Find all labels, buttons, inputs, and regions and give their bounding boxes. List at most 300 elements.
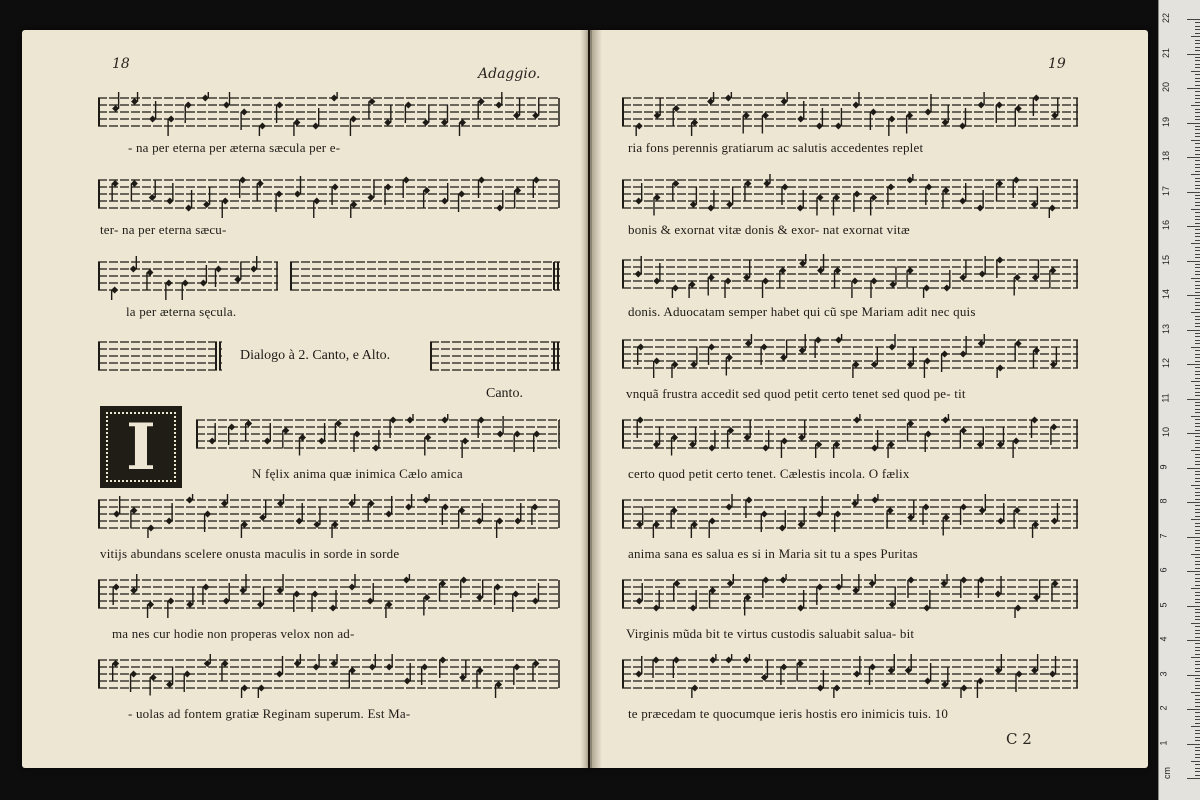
lyric-line: ma nes cur hodie non properas velox non ad- bbox=[112, 626, 355, 641]
ruler-number: 11 bbox=[1160, 392, 1171, 403]
ruler-tick bbox=[1195, 271, 1200, 272]
ruler-tick bbox=[1195, 609, 1200, 610]
note-glyph bbox=[743, 260, 750, 282]
ruler-tick bbox=[1195, 43, 1200, 44]
ruler-tick bbox=[1195, 147, 1200, 148]
signature-mark: C 2 bbox=[1006, 730, 1032, 748]
ruler-tick bbox=[1195, 126, 1200, 127]
note-glyph bbox=[1015, 340, 1022, 362]
ruler-tick bbox=[1191, 554, 1200, 555]
note-glyph bbox=[888, 441, 895, 458]
note-glyph bbox=[294, 654, 301, 667]
note-glyph bbox=[130, 507, 137, 529]
music-staff bbox=[622, 254, 1078, 298]
note-glyph bbox=[234, 262, 241, 284]
note-glyph bbox=[852, 92, 859, 109]
ruler-tick bbox=[1195, 574, 1200, 575]
note-glyph bbox=[691, 119, 698, 136]
ruler-number: 17 bbox=[1161, 185, 1172, 196]
note-glyph bbox=[250, 256, 257, 273]
note-glyph bbox=[780, 340, 787, 362]
ruler-tick bbox=[1195, 719, 1200, 720]
ruler-tick bbox=[1187, 537, 1200, 538]
note-glyph bbox=[763, 174, 770, 187]
ruler-tick bbox=[1187, 468, 1200, 469]
note-glyph bbox=[871, 347, 878, 369]
ruler-tick bbox=[1195, 626, 1200, 627]
note-glyph bbox=[995, 654, 1002, 674]
note-glyph bbox=[476, 580, 483, 602]
ruler-tick bbox=[1195, 409, 1200, 410]
ruler-tick bbox=[1195, 298, 1200, 299]
note-glyph bbox=[513, 98, 520, 120]
note-glyph bbox=[149, 180, 156, 202]
note-glyph bbox=[441, 105, 448, 127]
note-glyph bbox=[1015, 605, 1022, 619]
ruler-tick bbox=[1195, 771, 1200, 772]
ruler-tick bbox=[1195, 595, 1200, 596]
ruler-tick bbox=[1195, 33, 1200, 34]
music-staff bbox=[622, 574, 1078, 618]
note-glyph bbox=[726, 187, 733, 209]
ruler-tick bbox=[1195, 730, 1200, 731]
ruler-number: 6 bbox=[1158, 567, 1169, 573]
ruler-tick bbox=[1187, 778, 1200, 779]
note-glyph bbox=[147, 601, 154, 618]
note-glyph bbox=[130, 574, 137, 594]
ruler-tick bbox=[1195, 461, 1200, 462]
ruler-tick bbox=[1187, 19, 1200, 20]
lyric-line: vnquã frustra accedit sed quod petit certo tenet sed quod pe- tit bbox=[626, 386, 966, 401]
ruler-tick bbox=[1195, 185, 1200, 186]
ruler-tick bbox=[1195, 319, 1200, 320]
ruler-tick bbox=[1195, 302, 1200, 303]
ruler-tick bbox=[1195, 568, 1200, 569]
ruler-tick bbox=[1195, 716, 1200, 717]
ruler-tick bbox=[1195, 91, 1200, 92]
note-glyph bbox=[1031, 187, 1038, 209]
note-glyph bbox=[532, 660, 539, 682]
ruler-tick bbox=[1195, 267, 1200, 268]
note-glyph bbox=[1032, 521, 1039, 538]
note-glyph bbox=[202, 92, 209, 102]
note-glyph bbox=[907, 347, 914, 369]
note-glyph bbox=[313, 507, 320, 529]
empty-staff bbox=[290, 256, 560, 300]
ruler-tick bbox=[1195, 464, 1200, 465]
music-staff bbox=[98, 92, 560, 136]
lyric-line: donis. Aduocatam semper habet qui cũ spe Mariam adit nec quis bbox=[628, 304, 976, 319]
ruler-tick bbox=[1195, 57, 1200, 58]
note-glyph bbox=[1033, 347, 1040, 369]
ruler-tick bbox=[1195, 454, 1200, 455]
ruler-tick bbox=[1195, 547, 1200, 548]
ruler-tick bbox=[1195, 64, 1200, 65]
ruler-tick bbox=[1187, 192, 1200, 193]
note-glyph bbox=[727, 427, 734, 449]
note-glyph bbox=[348, 494, 355, 507]
note-glyph bbox=[385, 601, 392, 618]
ruler-tick bbox=[1195, 733, 1200, 734]
ruler-tick bbox=[1195, 229, 1200, 230]
note-glyph bbox=[439, 580, 446, 602]
ruler-number: 3 bbox=[1158, 670, 1169, 677]
ruler-tick bbox=[1195, 543, 1200, 544]
note-glyph bbox=[979, 494, 986, 514]
note-glyph bbox=[923, 285, 930, 299]
lyric-line: vitijs abundans scelere onusta maculis in sorde in sorde bbox=[100, 546, 400, 561]
note-glyph bbox=[478, 98, 485, 120]
ruler-tick bbox=[1195, 116, 1200, 117]
note-glyph bbox=[258, 685, 265, 699]
ruler-tick bbox=[1191, 416, 1200, 417]
note-glyph bbox=[350, 201, 357, 218]
note-glyph bbox=[405, 494, 412, 511]
note-glyph bbox=[779, 267, 786, 289]
ruler-tick bbox=[1195, 633, 1200, 634]
ruler-tick bbox=[1195, 602, 1200, 603]
note-glyph bbox=[689, 281, 696, 298]
ruler-tick bbox=[1187, 502, 1200, 503]
ruler-tick bbox=[1195, 247, 1200, 248]
ruler-tick bbox=[1187, 54, 1200, 55]
note-glyph bbox=[797, 660, 804, 682]
ruler-tick bbox=[1195, 129, 1200, 130]
ruler-tick bbox=[1195, 423, 1200, 424]
ruler-tick bbox=[1191, 657, 1200, 658]
left-page-number: 18 bbox=[112, 56, 130, 72]
note-glyph bbox=[384, 105, 391, 127]
ruler-tick bbox=[1195, 81, 1200, 82]
lyric-line: te præcedam te quocumque ieris hostis ero inimicis tuis. 10 bbox=[628, 706, 949, 721]
ruler-tick bbox=[1195, 378, 1200, 379]
ruler-unit: cm bbox=[1162, 767, 1172, 779]
note-glyph bbox=[707, 92, 714, 105]
ruler-tick bbox=[1195, 223, 1200, 224]
ruler-tick bbox=[1191, 726, 1200, 727]
ruler-number: 22 bbox=[1161, 12, 1172, 24]
ruler-tick bbox=[1195, 664, 1200, 665]
note-glyph bbox=[313, 654, 320, 671]
note-glyph bbox=[708, 274, 715, 296]
note-glyph bbox=[941, 667, 948, 689]
note-glyph bbox=[146, 269, 153, 291]
ruler-tick bbox=[1195, 109, 1200, 110]
ruler-tick bbox=[1195, 585, 1200, 586]
ruler-tick bbox=[1195, 195, 1200, 196]
ruler-tick bbox=[1195, 564, 1200, 565]
note-glyph bbox=[332, 521, 339, 538]
note-glyph bbox=[131, 180, 138, 202]
note-glyph bbox=[889, 267, 896, 289]
note-glyph bbox=[798, 507, 805, 529]
ruler-tick bbox=[1195, 643, 1200, 644]
note-glyph bbox=[349, 667, 356, 689]
ruler-tick bbox=[1195, 412, 1200, 413]
ruler-tick bbox=[1195, 395, 1200, 396]
ruler-tick bbox=[1195, 723, 1200, 724]
note-glyph bbox=[1014, 507, 1021, 529]
ruler-tick bbox=[1195, 599, 1200, 600]
section-heading: Dialogo à 2. Canto, e Alto. bbox=[240, 348, 391, 363]
ruler-tick bbox=[1195, 550, 1200, 551]
ruler-tick bbox=[1195, 419, 1200, 420]
ruler-tick bbox=[1191, 140, 1200, 141]
ruler-tick bbox=[1195, 202, 1200, 203]
note-glyph bbox=[150, 674, 157, 696]
note-glyph bbox=[907, 267, 914, 289]
ruler-tick bbox=[1195, 688, 1200, 689]
ruler-tick bbox=[1195, 133, 1200, 134]
note-glyph bbox=[871, 494, 878, 504]
ruler-tick bbox=[1187, 399, 1200, 400]
note-glyph bbox=[241, 521, 248, 538]
ruler-tick bbox=[1195, 323, 1200, 324]
music-staff bbox=[622, 92, 1078, 136]
ruler-tick bbox=[1195, 637, 1200, 638]
note-glyph bbox=[889, 334, 896, 351]
note-glyph bbox=[889, 587, 896, 609]
note-glyph bbox=[423, 494, 430, 504]
ruler-tick bbox=[1195, 747, 1200, 748]
ruler-tick bbox=[1195, 430, 1200, 431]
ruler-tick bbox=[1195, 509, 1200, 510]
tempo-marking: Adaggio. bbox=[478, 66, 541, 82]
note-glyph bbox=[870, 194, 877, 216]
note-glyph bbox=[424, 434, 431, 456]
note-glyph bbox=[130, 256, 137, 273]
note-glyph bbox=[997, 365, 1004, 379]
note-glyph bbox=[293, 119, 300, 136]
note-glyph bbox=[815, 441, 822, 458]
ruler-tick bbox=[1195, 102, 1200, 103]
note-glyph bbox=[653, 427, 660, 449]
ruler-tick bbox=[1195, 181, 1200, 182]
ruler-number: 1 bbox=[1158, 739, 1169, 746]
ruler-tick bbox=[1195, 29, 1200, 30]
note-glyph bbox=[514, 187, 521, 209]
music-staff bbox=[98, 494, 560, 538]
note-glyph bbox=[1015, 105, 1022, 127]
note-glyph bbox=[761, 660, 768, 682]
ruler-tick bbox=[1195, 505, 1200, 506]
ruler-tick bbox=[1195, 523, 1200, 524]
note-glyph bbox=[835, 334, 842, 344]
note-glyph bbox=[780, 574, 787, 584]
note-glyph bbox=[111, 287, 118, 301]
ruler-tick bbox=[1195, 98, 1200, 99]
note-glyph bbox=[299, 434, 306, 456]
ruler-tick bbox=[1187, 123, 1200, 124]
ruler-tick bbox=[1191, 243, 1200, 244]
ruler-tick bbox=[1195, 436, 1200, 437]
ruler-tick bbox=[1191, 450, 1200, 451]
ruler-tick bbox=[1195, 74, 1200, 75]
note-glyph bbox=[259, 123, 266, 137]
ruler-tick bbox=[1191, 761, 1200, 762]
note-glyph bbox=[476, 667, 483, 689]
ruler-tick bbox=[1195, 457, 1200, 458]
ruler-tick bbox=[1195, 254, 1200, 255]
note-glyph bbox=[943, 514, 950, 536]
ruler-tick bbox=[1195, 402, 1200, 403]
ruler-number: 4 bbox=[1158, 636, 1169, 642]
ruler-tick bbox=[1195, 630, 1200, 631]
ruler-tick bbox=[1195, 250, 1200, 251]
ruler-tick bbox=[1195, 309, 1200, 310]
note-glyph bbox=[691, 521, 698, 538]
note-glyph bbox=[888, 654, 895, 674]
note-glyph bbox=[960, 685, 967, 699]
ruler-number: 16 bbox=[1161, 219, 1172, 231]
note-glyph bbox=[423, 187, 430, 209]
voice-label: Canto. bbox=[486, 386, 523, 401]
measurement-ruler bbox=[1158, 0, 1200, 800]
ruler-tick bbox=[1195, 681, 1200, 682]
note-glyph bbox=[257, 180, 264, 202]
ruler-tick bbox=[1195, 285, 1200, 286]
ruler-tick bbox=[1195, 388, 1200, 389]
note-glyph bbox=[671, 507, 678, 529]
ruler-number: 9 bbox=[1158, 463, 1169, 470]
ruler-tick bbox=[1195, 336, 1200, 337]
note-glyph bbox=[495, 92, 502, 109]
note-glyph bbox=[833, 685, 840, 699]
ruler-tick bbox=[1195, 495, 1200, 496]
note-glyph bbox=[907, 500, 914, 522]
note-glyph bbox=[403, 574, 410, 584]
ruler-tick bbox=[1195, 236, 1200, 237]
note-glyph bbox=[147, 525, 154, 539]
note-glyph bbox=[223, 92, 230, 109]
note-glyph bbox=[905, 654, 912, 674]
ruler-tick bbox=[1195, 530, 1200, 531]
empty-staff bbox=[430, 336, 560, 380]
note-glyph bbox=[887, 507, 894, 529]
ruler-number: 21 bbox=[1161, 47, 1172, 58]
note-glyph bbox=[817, 254, 824, 274]
note-glyph bbox=[636, 507, 643, 529]
ruler-number: 8 bbox=[1158, 498, 1169, 504]
ruler-number: 20 bbox=[1161, 81, 1172, 93]
note-glyph bbox=[282, 427, 289, 449]
ruler-tick bbox=[1195, 343, 1200, 344]
ruler-tick bbox=[1195, 706, 1200, 707]
note-glyph bbox=[743, 654, 750, 664]
ruler-tick bbox=[1195, 764, 1200, 765]
note-glyph bbox=[762, 112, 769, 134]
ruler-tick bbox=[1187, 709, 1200, 710]
note-glyph bbox=[112, 180, 119, 202]
ruler-tick bbox=[1187, 157, 1200, 158]
note-glyph bbox=[673, 105, 680, 127]
ruler-tick bbox=[1195, 292, 1200, 293]
note-glyph bbox=[906, 112, 913, 134]
ruler-tick bbox=[1195, 188, 1200, 189]
note-glyph bbox=[672, 285, 679, 299]
ruler-tick bbox=[1195, 533, 1200, 534]
ruler-tick bbox=[1195, 198, 1200, 199]
ruler-tick bbox=[1195, 702, 1200, 703]
note-glyph bbox=[671, 434, 678, 456]
ruler-tick bbox=[1195, 47, 1200, 48]
note-glyph bbox=[368, 500, 375, 522]
note-glyph bbox=[221, 660, 228, 682]
note-glyph bbox=[673, 580, 680, 602]
ruler-number: 18 bbox=[1161, 150, 1172, 162]
lyric-line: - uolas ad fontem gratiæ Reginam superum. Est Ma- bbox=[128, 706, 411, 721]
note-glyph bbox=[112, 92, 119, 112]
note-glyph bbox=[996, 180, 1003, 202]
ruler-tick bbox=[1195, 695, 1200, 696]
ruler-tick bbox=[1195, 426, 1200, 427]
ruler-tick bbox=[1195, 540, 1200, 541]
ruler-tick bbox=[1195, 95, 1200, 96]
ruler-tick bbox=[1195, 264, 1200, 265]
note-glyph bbox=[853, 414, 860, 424]
ruler-tick bbox=[1195, 233, 1200, 234]
ruler-tick bbox=[1195, 150, 1200, 151]
note-glyph bbox=[942, 105, 949, 127]
ruler-tick bbox=[1195, 443, 1200, 444]
ruler-tick bbox=[1187, 330, 1200, 331]
ruler-tick bbox=[1195, 757, 1200, 758]
note-glyph bbox=[744, 420, 751, 442]
ruler-tick bbox=[1195, 340, 1200, 341]
note-glyph bbox=[798, 420, 805, 442]
note-glyph bbox=[978, 92, 985, 109]
ruler-tick bbox=[1191, 347, 1200, 348]
ruler-tick bbox=[1191, 588, 1200, 589]
ruler-tick bbox=[1191, 105, 1200, 106]
ruler-tick bbox=[1195, 22, 1200, 23]
ruler-tick bbox=[1195, 685, 1200, 686]
ruler-tick bbox=[1195, 488, 1200, 489]
note-glyph bbox=[241, 685, 248, 699]
note-glyph bbox=[691, 685, 698, 699]
ruler-tick bbox=[1195, 374, 1200, 375]
note-glyph bbox=[725, 494, 732, 511]
note-glyph bbox=[166, 667, 173, 689]
note-glyph bbox=[239, 574, 246, 594]
music-staff bbox=[196, 414, 560, 458]
ruler-tick bbox=[1195, 654, 1200, 655]
ruler-tick bbox=[1195, 578, 1200, 579]
note-glyph bbox=[672, 180, 679, 202]
note-glyph bbox=[441, 414, 448, 424]
note-glyph bbox=[834, 267, 841, 289]
note-glyph bbox=[1049, 267, 1056, 289]
note-glyph bbox=[725, 654, 732, 664]
ruler-tick bbox=[1195, 768, 1200, 769]
ruler-tick bbox=[1195, 616, 1200, 617]
ruler-tick bbox=[1195, 361, 1200, 362]
ruler-tick bbox=[1187, 226, 1200, 227]
ruler-tick bbox=[1195, 516, 1200, 517]
ruler-tick bbox=[1195, 471, 1200, 472]
ruler-tick bbox=[1195, 650, 1200, 651]
ruler-tick bbox=[1195, 178, 1200, 179]
lyric-line: ter- na per eterna sæcu- bbox=[100, 222, 227, 237]
note-glyph bbox=[335, 420, 342, 442]
ruler-tick bbox=[1195, 499, 1200, 500]
ruler-tick bbox=[1191, 312, 1200, 313]
lyric-line: anima sana es salua es si in Maria sit tu a spes Puritas bbox=[628, 546, 918, 561]
ruler-tick bbox=[1195, 492, 1200, 493]
ruler-tick bbox=[1195, 212, 1200, 213]
note-glyph bbox=[906, 174, 913, 184]
ruler-tick bbox=[1195, 119, 1200, 120]
